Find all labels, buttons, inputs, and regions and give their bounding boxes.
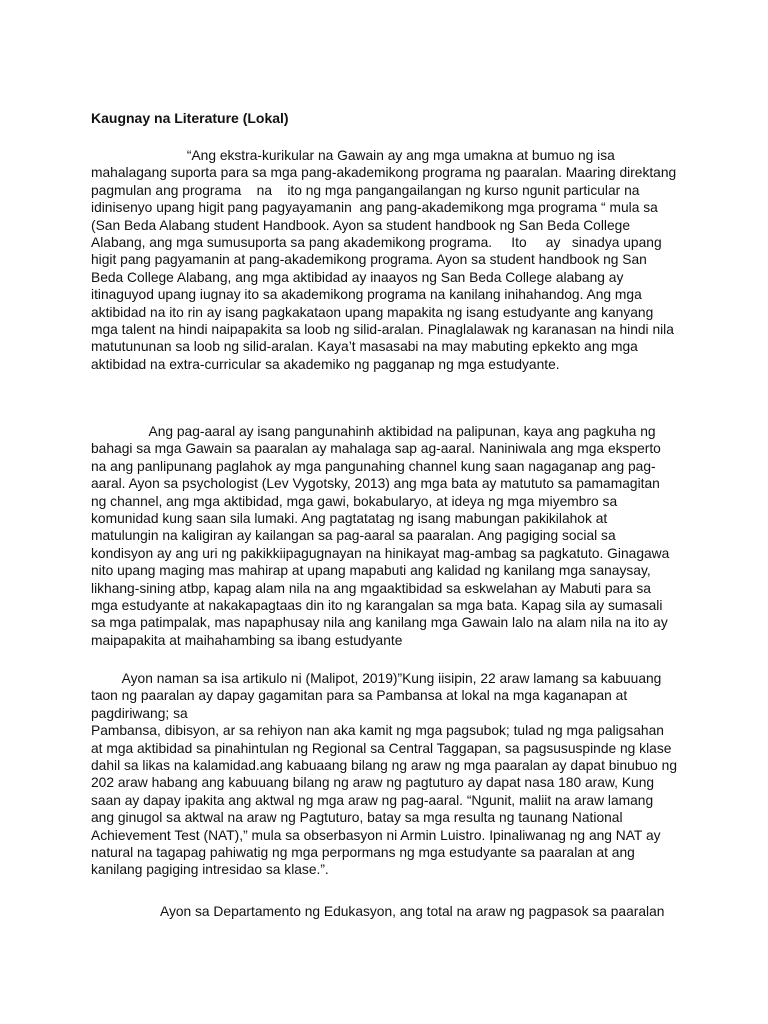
- paragraph-malipot-artikulo: Ayon naman sa isa artikulo ni (Malipot, 2019)”Kung iisipin, 22 araw lamang sa kabuuang taon ng paaralan ay dapay gagamitan para sa Pambansa at lokal na mga kaganapan at pagdiriwang; sa Pambansa, dibisyon, ar sa rehiyon nan aka kamit ng mga pagsubok; tulad ng mga paligsahan at mga aktibidad sa pinahintulan ng Regional sa Central Taggapan, sa pagsususpinde ng klase dahil sa likas na kalamidad.ang kabuaang bilang ng araw ng mga paaralan ay dapat binubuo ng 202 araw habang ang kabuuang bilang ng araw ng pagtuturo ay dapat nasa 180 araw, Kung saan ay dapay ipakita ang aktwal ng mga araw ng pag-aaral. “Ngunit, maliit na araw lamang ang ginugol sa aktwal na araw ng Pagtuturo, batay sa mga resulta ng taunang National Achievement Test (NAT),” mula sa obserbasyon ni Armin Luistro. Ipinaliwanag ng ang NAT ay natural na tagapag pahiwatig ng mga perpormans ng mga estudyante sa paaralan at ang kanilang pagiging intresidao sa klase.”.: [91, 671, 678, 878]
- paragraph-pag-aaral: Ang pag-aaral ay isang pangunahinh aktibidad na palipunan, kaya ang pagkuha ng bahagi sa mga Gawain sa paaralan ay mahalaga sap ag-aaral. Naniniwala ang mga eksperto na ang panlipunang paglahok ay mga pangunahing channel kung saan nagaganap ang pag- aaral. Ayon sa psychologist (Lev Vygotsky, 2013) ang mga bata ay matututo sa pamamagitan ng channel, ang mga aktibidad, mga gawi, bokabularyo, at ideya ng mga miyembro sa komunidad kung saan sila lumaki. Ang pagtatatag ng isang mabungan pakikilahok at matulungin na kaligiran ay kailangan sa pag-aaral sa paaralan. Ang pagiging social sa kondisyon ay ang uri ng pakikkiipagugnayan na hinikayat mag-ambag sa pagkatuto. Ginagawa nito upang maging mas mahirap at upang mapabuti ang kalidad ng kanilang mga sanaysay, likhang-sining atbp, kapag alam nila na ang mgaaktibidad sa eskwelahan ay Mabuti para sa mga estudyante at nakakapagtaas din ito ng karangalan sa mga bata. Kapag sila ay sumasali sa mga patimpalak, mas napaphusay nila ang kanilang mga Gawain lalo na alam nila na ito ay maipapakita at maihahambing sa ibang estudyante: [91, 424, 670, 648]
- section-heading: Kaugnay na Literature (Lokal): [91, 110, 289, 126]
- paragraph-departamento-edukasyon: Ayon sa Departamento ng Edukasyon, ang total na araw ng pagpasok sa paaralan: [91, 904, 665, 919]
- paragraph-ekstra-kurikular: “Ang ekstra-kurikular na Gawain ay ang mga umakna at bumuo ng isa mahalagang suporta para sa mga pang-akademikong programa ng paaralan. Maaring direktang pagmulan ang programa na ito ng mga pangangailangan ng kurso ngunit particular na idinisenyo upang higit pang pagyayamanin ang pang-akademikong mga programa “ mula sa (San Beda Alabang student Handbook. Ayon sa student handbook ng San Beda College Alabang, ang mga sumusuporta sa pang akademikong programa. Ito ay sinadya upang higit pang pagyamanin at pang-akademikong programa. Ayon sa student handbook ng San Beda College Alabang, ang mga aktibidad ay inaayos ng San Beda College alabang ay itinaguyod upang iugnay ito sa akademikong programa na kanilang inihahandog. Ang mga aktibidad na ito rin ay isang pagkakataon upang mapakita ng isang estudyante ang kanyang mga talent na hindi naipapakita sa loob ng silid-aralan. Pinaglalawak ng karanasan na hindi nila matutununan sa loob ng silid-aralan. Kaya’t masasabi na may mabuting epkekto ang mga aktibidad na extra-curricular sa akademiko ng pagganap ng mga estudyante.: [91, 148, 677, 372]
